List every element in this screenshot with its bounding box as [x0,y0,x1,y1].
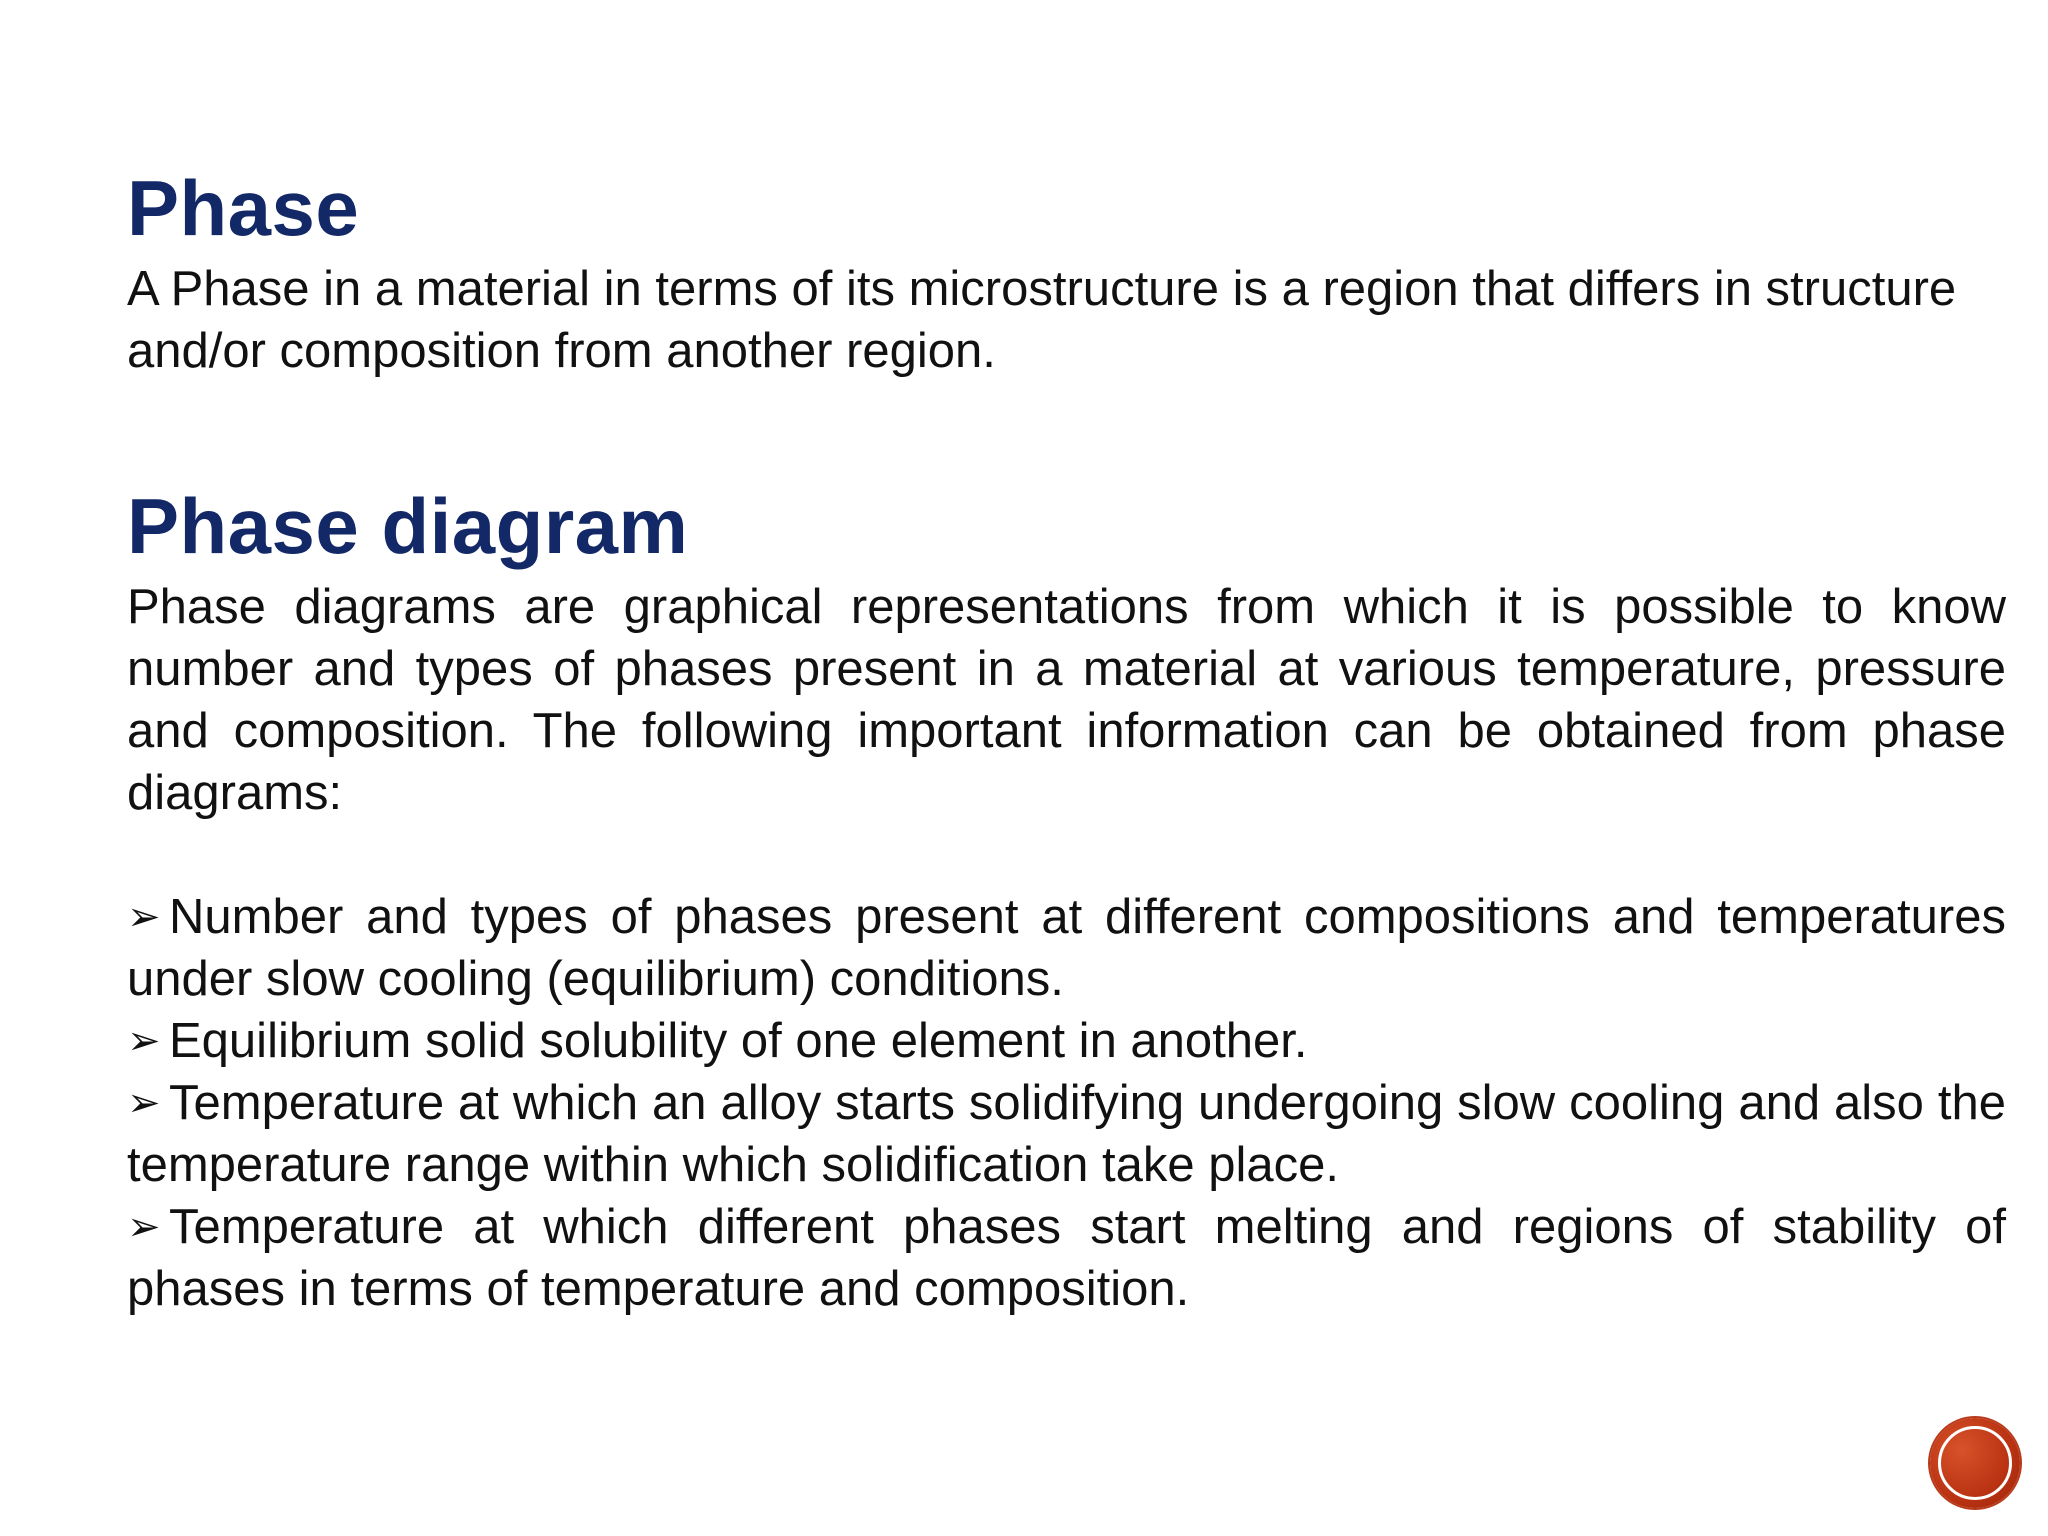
heading-phase: Phase [127,164,360,252]
arrow-bullet-icon: ➢ [127,895,161,939]
list-item [127,1072,2006,1196]
list-item [127,1196,2006,1320]
spacer [127,382,2006,476]
info-bullet-list [127,886,2006,1320]
bullet-text: Temperature at which an alloy starts solidifying undergoing slow cooling and also the temperature range within which solidification take place. [127,1076,2006,1192]
phase-definition: A Phase in a material in terms of its microstructure is a region that differs in structure and/or composition from another region. [127,262,1957,378]
arrow-bullet-icon: ➢ [127,1205,161,1249]
bullet-text: Number and types of phases present at different compositions and temperatures under slow cooling (equilibrium) conditions. [127,890,2006,1006]
arrow-bullet-icon: ➢ [127,1019,161,1063]
nav-button-ring [1938,1426,2012,1500]
arrow-bullet-icon: ➢ [127,1081,161,1125]
bullet-text: Equilibrium solid solubility of one element in another. [169,1014,1308,1068]
phase-diagram-intro: Phase diagrams are graphical representations from which it is possible to know number and types of phases present in a material at various temperature, pressure and composition. The following important information can be obtained from phase diagrams: [127,580,2006,820]
list-item [127,886,2006,1010]
slide-content [127,158,2006,1320]
list-item [127,1010,2006,1072]
bullet-text: Temperature at which different phases start melting and regions of stability of phases in terms of temperature and composition. [127,1200,2006,1316]
heading-phase-diagram: Phase diagram [127,482,689,570]
spacer [127,824,2006,886]
circle-nav-icon[interactable] [1930,1418,2020,1508]
